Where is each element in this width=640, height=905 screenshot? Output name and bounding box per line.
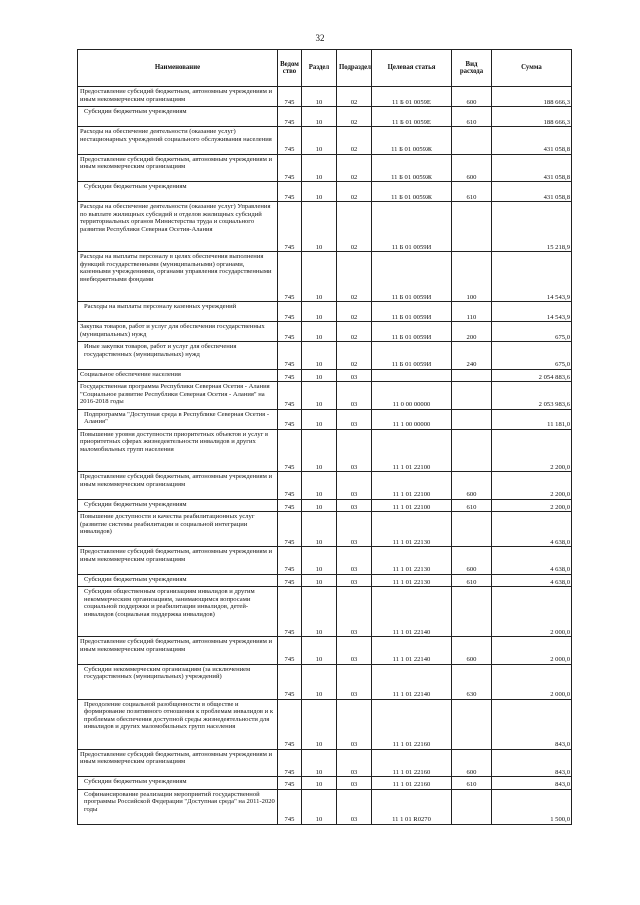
header-name: Наименование xyxy=(78,50,278,87)
row-subsection: 03 xyxy=(337,587,372,637)
table-row xyxy=(78,499,572,512)
row-section: 10 xyxy=(302,472,337,500)
row-expense-type xyxy=(452,789,492,824)
row-department: 745 xyxy=(278,429,302,472)
row-subsection: 02 xyxy=(337,202,372,252)
row-department: 745 xyxy=(278,789,302,824)
table-row xyxy=(78,409,572,429)
row-target-item: 11 Б 01 0059И xyxy=(372,252,452,302)
row-section: 10 xyxy=(302,322,337,342)
row-section: 10 xyxy=(302,699,337,749)
row-expense-type: 200 xyxy=(452,322,492,342)
row-subsection: 03 xyxy=(337,749,372,777)
table-header-row xyxy=(78,50,572,87)
row-name: Субсидии некоммерческим организациям (за исключением государственных (муниципальных) учреждений) xyxy=(78,664,278,699)
row-target-item: 11 1 01 22160 xyxy=(372,699,452,749)
row-department: 745 xyxy=(278,664,302,699)
row-section: 10 xyxy=(302,512,337,547)
row-target-item: 11 1 01 R0270 xyxy=(372,789,452,824)
row-section: 10 xyxy=(302,574,337,587)
row-expense-type: 610 xyxy=(452,182,492,202)
row-name: Подпрограмма "Доступная среда в Республике Северная Осетия - Алания" xyxy=(78,409,278,429)
row-department: 745 xyxy=(278,154,302,182)
row-department: 745 xyxy=(278,87,302,107)
row-section: 10 xyxy=(302,107,337,127)
row-section: 10 xyxy=(302,587,337,637)
row-department: 745 xyxy=(278,182,302,202)
row-section: 10 xyxy=(302,409,337,429)
row-name: Софинансирование реализации мероприятий государственной программы Российской Федерации "Доступная среда" на 2011-2020 годы xyxy=(78,789,278,824)
row-amount: 675,0 xyxy=(492,342,572,370)
row-target-item: 11 Б 01 0059Ж xyxy=(372,182,452,202)
row-section: 10 xyxy=(302,664,337,699)
row-expense-type xyxy=(452,369,492,382)
row-target-item: 11 0 00 00000 xyxy=(372,382,452,410)
row-amount: 2 200,0 xyxy=(492,429,572,472)
row-target-item: 11 Б 01 0059И xyxy=(372,202,452,252)
table-row xyxy=(78,574,572,587)
header-section: Раздел xyxy=(302,50,337,87)
row-target-item: 11 Б 01 0059И xyxy=(372,302,452,322)
budget-table xyxy=(77,49,572,825)
page-number: 32 xyxy=(315,33,325,43)
row-target-item: 11 1 01 22130 xyxy=(372,547,452,575)
row-section: 10 xyxy=(302,637,337,665)
row-department: 745 xyxy=(278,472,302,500)
table-row xyxy=(78,322,572,342)
row-name: Субсидии бюджетным учреждениям xyxy=(78,499,278,512)
row-target-item: 11 1 01 22100 xyxy=(372,499,452,512)
table-row xyxy=(78,127,572,155)
row-subsection: 03 xyxy=(337,382,372,410)
row-target-item: 11 1 01 22160 xyxy=(372,777,452,790)
row-department: 745 xyxy=(278,252,302,302)
row-expense-type: 600 xyxy=(452,472,492,500)
row-subsection: 02 xyxy=(337,182,372,202)
row-section: 10 xyxy=(302,87,337,107)
row-expense-type: 240 xyxy=(452,342,492,370)
row-section: 10 xyxy=(302,342,337,370)
row-subsection: 03 xyxy=(337,637,372,665)
row-expense-type: 600 xyxy=(452,154,492,182)
row-amount: 4 638,0 xyxy=(492,574,572,587)
row-amount: 11 181,0 xyxy=(492,409,572,429)
row-department: 745 xyxy=(278,574,302,587)
row-name: Расходы на выплаты персоналу в целях обеспечения выполнения функций государственными (муниципальными) органами, казенными учреждениями, органами управления государственными внебюджетными фондами xyxy=(78,252,278,302)
row-section: 10 xyxy=(302,429,337,472)
row-expense-type: 610 xyxy=(452,107,492,127)
row-expense-type xyxy=(452,127,492,155)
table-row xyxy=(78,547,572,575)
row-section: 10 xyxy=(302,547,337,575)
row-section: 10 xyxy=(302,302,337,322)
row-expense-type: 630 xyxy=(452,664,492,699)
row-amount: 2 054 883,6 xyxy=(492,369,572,382)
header-expense-type: Вид расхода xyxy=(452,50,492,87)
table-row xyxy=(78,637,572,665)
row-section: 10 xyxy=(302,127,337,155)
row-name: Субсидии бюджетным учреждениям xyxy=(78,107,278,127)
row-department: 745 xyxy=(278,547,302,575)
row-department: 745 xyxy=(278,342,302,370)
row-name: Преодоление социальной разобщенности в обществе и формирование позитивного отношения к проблемам инвалидов и к проблемам обеспечения доступной среды жизнедеятельности для инвалидов и других маломобильных групп населения xyxy=(78,699,278,749)
row-department: 745 xyxy=(278,302,302,322)
table-row xyxy=(78,587,572,637)
row-expense-type: 600 xyxy=(452,749,492,777)
row-target-item: 11 1 01 22160 xyxy=(372,749,452,777)
row-amount: 431 058,8 xyxy=(492,182,572,202)
row-subsection: 02 xyxy=(337,127,372,155)
row-expense-type xyxy=(452,587,492,637)
row-department: 745 xyxy=(278,202,302,252)
row-amount: 2 200,0 xyxy=(492,499,572,512)
row-target-item: 11 1 01 22140 xyxy=(372,664,452,699)
row-name: Иные закупки товаров, работ и услуг для обеспечения государственных (муниципальных) нужд xyxy=(78,342,278,370)
row-amount: 2 200,0 xyxy=(492,472,572,500)
table-row xyxy=(78,342,572,370)
table-row xyxy=(78,182,572,202)
row-target-item: 11 Б 01 0059И xyxy=(372,342,452,370)
table-row xyxy=(78,107,572,127)
row-target-item: 11 Б 01 0059Е xyxy=(372,107,452,127)
row-subsection: 03 xyxy=(337,512,372,547)
row-subsection: 02 xyxy=(337,154,372,182)
row-subsection: 02 xyxy=(337,342,372,370)
row-section: 10 xyxy=(302,154,337,182)
row-department: 745 xyxy=(278,637,302,665)
row-target-item: 11 1 01 22100 xyxy=(372,429,452,472)
row-expense-type xyxy=(452,429,492,472)
row-target-item: 11 1 01 22130 xyxy=(372,574,452,587)
row-section: 10 xyxy=(302,182,337,202)
row-amount: 2 053 983,6 xyxy=(492,382,572,410)
row-name: Субсидии бюджетным учреждениям xyxy=(78,182,278,202)
row-expense-type: 600 xyxy=(452,637,492,665)
row-subsection: 03 xyxy=(337,472,372,500)
row-target-item: 11 Б 01 0059Ж xyxy=(372,154,452,182)
row-amount: 2 000,0 xyxy=(492,664,572,699)
header-target-item: Целевая статья xyxy=(372,50,452,87)
row-amount: 4 638,0 xyxy=(492,512,572,547)
row-name: Повышение уровня доступности приоритетных объектов и услуг в приоритетных сферах жизнедеятельности инвалидов и других маломобильных групп населения xyxy=(78,429,278,472)
row-name: Расходы на обеспечение деятельности (оказание услуг) Управления по выплате жилищных субсидий и отделов жилищных субсидий территориальных органов Министерства труда и социального развития Республики Северная Осетия-Алания xyxy=(78,202,278,252)
row-expense-type xyxy=(452,409,492,429)
header-amount: Сумма xyxy=(492,50,572,87)
row-subsection: 03 xyxy=(337,547,372,575)
row-department: 745 xyxy=(278,587,302,637)
table-row xyxy=(78,699,572,749)
row-name: Субсидии бюджетным учреждениям xyxy=(78,777,278,790)
row-department: 745 xyxy=(278,499,302,512)
row-section: 10 xyxy=(302,789,337,824)
row-name: Расходы на обеспечение деятельности (оказание услуг) нестационарных учреждений социального обслуживания населения xyxy=(78,127,278,155)
row-target-item: 11 1 01 22140 xyxy=(372,587,452,637)
row-section: 10 xyxy=(302,749,337,777)
row-name: Социальное обеспечение населения xyxy=(78,369,278,382)
row-department: 745 xyxy=(278,699,302,749)
row-subsection: 03 xyxy=(337,664,372,699)
row-section: 10 xyxy=(302,252,337,302)
row-amount: 188 666,3 xyxy=(492,107,572,127)
row-section: 10 xyxy=(302,202,337,252)
table-row xyxy=(78,789,572,824)
row-target-item: 11 Б 01 0059Ж xyxy=(372,127,452,155)
row-expense-type: 610 xyxy=(452,574,492,587)
table-row xyxy=(78,154,572,182)
row-target-item: 11 1 01 22130 xyxy=(372,512,452,547)
row-name: Субсидии бюджетным учреждениям xyxy=(78,574,278,587)
row-target-item: 11 Б 01 0059Е xyxy=(372,87,452,107)
row-expense-type: 600 xyxy=(452,87,492,107)
row-target-item xyxy=(372,369,452,382)
row-subsection: 02 xyxy=(337,322,372,342)
row-name: Субсидии общественным организациям инвалидов и другим некоммерческим организациям, занимающимся вопросами социальной поддержки и реабилитации инвалидов, детей-инвалидов (социальная поддержка инвалидов) xyxy=(78,587,278,637)
row-amount: 843,0 xyxy=(492,749,572,777)
table-row xyxy=(78,472,572,500)
row-amount: 188 666,3 xyxy=(492,87,572,107)
header-subsection: Подраздел xyxy=(337,50,372,87)
row-name: Предоставление субсидий бюджетным, автономным учреждениям и иным некоммерческим организациям xyxy=(78,87,278,107)
row-name: Предоставление субсидий бюджетным, автономным учреждениям и иным некоммерческим организациям xyxy=(78,637,278,665)
row-expense-type xyxy=(452,512,492,547)
table-row xyxy=(78,302,572,322)
row-department: 745 xyxy=(278,409,302,429)
row-department: 745 xyxy=(278,512,302,547)
row-subsection: 03 xyxy=(337,499,372,512)
row-subsection: 02 xyxy=(337,302,372,322)
row-section: 10 xyxy=(302,382,337,410)
row-target-item: 11 1 01 22140 xyxy=(372,637,452,665)
row-department: 745 xyxy=(278,369,302,382)
row-name: Повышение доступности и качества реабилитационных услуг (развитие системы реабилитации и социальной интеграции инвалидов) xyxy=(78,512,278,547)
table-row xyxy=(78,202,572,252)
row-amount: 1 500,0 xyxy=(492,789,572,824)
row-amount: 14 543,9 xyxy=(492,302,572,322)
row-expense-type: 610 xyxy=(452,777,492,790)
row-subsection: 03 xyxy=(337,369,372,382)
table-row xyxy=(78,512,572,547)
row-amount: 431 058,8 xyxy=(492,154,572,182)
table-row xyxy=(78,429,572,472)
row-amount: 843,0 xyxy=(492,699,572,749)
row-expense-type xyxy=(452,699,492,749)
row-expense-type: 600 xyxy=(452,547,492,575)
row-target-item: 11 Б 01 0059И xyxy=(372,322,452,342)
row-expense-type: 110 xyxy=(452,302,492,322)
table-row xyxy=(78,87,572,107)
row-expense-type: 610 xyxy=(452,499,492,512)
row-subsection: 03 xyxy=(337,409,372,429)
row-amount: 15 218,9 xyxy=(492,202,572,252)
row-amount: 2 000,0 xyxy=(492,587,572,637)
row-amount: 14 543,9 xyxy=(492,252,572,302)
table-body xyxy=(78,87,572,825)
row-name: Предоставление субсидий бюджетным, автономным учреждениям и иным некоммерческим организациям xyxy=(78,547,278,575)
row-subsection: 03 xyxy=(337,699,372,749)
row-subsection: 03 xyxy=(337,789,372,824)
table-row xyxy=(78,777,572,790)
table-row xyxy=(78,369,572,382)
row-amount: 843,0 xyxy=(492,777,572,790)
row-target-item: 11 1 00 00000 xyxy=(372,409,452,429)
row-section: 10 xyxy=(302,777,337,790)
row-subsection: 02 xyxy=(337,252,372,302)
table-row xyxy=(78,749,572,777)
row-subsection: 03 xyxy=(337,429,372,472)
row-name: Расходы на выплаты персоналу казенных учреждений xyxy=(78,302,278,322)
row-amount: 2 000,0 xyxy=(492,637,572,665)
row-section: 10 xyxy=(302,369,337,382)
row-department: 745 xyxy=(278,127,302,155)
row-section: 10 xyxy=(302,499,337,512)
row-expense-type xyxy=(452,202,492,252)
row-subsection: 03 xyxy=(337,777,372,790)
row-department: 745 xyxy=(278,107,302,127)
table-row xyxy=(78,252,572,302)
header-department: Ведом ство xyxy=(278,50,302,87)
row-name: Предоставление субсидий бюджетным, автономным учреждениям и иным некоммерческим организациям xyxy=(78,472,278,500)
row-department: 745 xyxy=(278,382,302,410)
row-subsection: 03 xyxy=(337,574,372,587)
row-name: Предоставление субсидий бюджетным, автономным учреждениям и иным некоммерческим организациям xyxy=(78,154,278,182)
row-amount: 431 058,8 xyxy=(492,127,572,155)
row-name: Закупка товаров, работ и услуг для обеспечения государственных (муниципальных) нужд xyxy=(78,322,278,342)
row-name: Государственная программа Республики Северная Осетия - Алания "Социальное развитие Республики Северная Осетия - Алания" на 2016-2018 годы xyxy=(78,382,278,410)
row-subsection: 02 xyxy=(337,107,372,127)
row-amount: 4 638,0 xyxy=(492,547,572,575)
row-department: 745 xyxy=(278,749,302,777)
table-row xyxy=(78,382,572,410)
table-row xyxy=(78,664,572,699)
row-name: Предоставление субсидий бюджетным, автономным учреждениям и иным некоммерческим организациям xyxy=(78,749,278,777)
row-department: 745 xyxy=(278,322,302,342)
row-target-item: 11 1 01 22100 xyxy=(372,472,452,500)
row-expense-type xyxy=(452,382,492,410)
row-expense-type: 100 xyxy=(452,252,492,302)
row-amount: 675,0 xyxy=(492,322,572,342)
row-department: 745 xyxy=(278,777,302,790)
row-subsection: 02 xyxy=(337,87,372,107)
